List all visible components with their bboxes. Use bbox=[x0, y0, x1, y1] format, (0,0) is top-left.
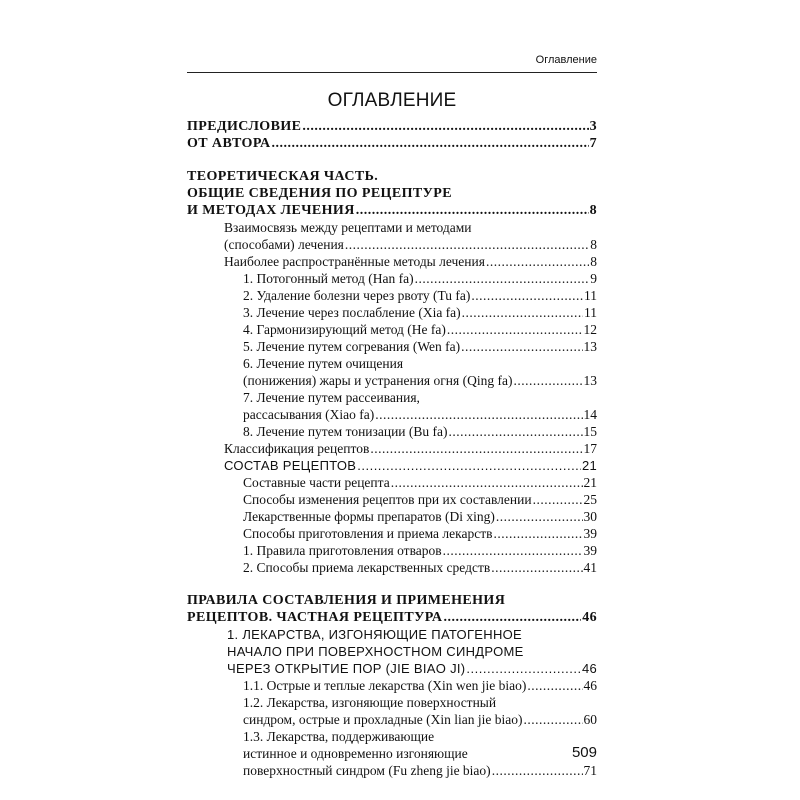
toc-entry-label: ОТ АВТОРА bbox=[187, 136, 271, 151]
toc-entry-relation[interactable] bbox=[187, 236, 597, 253]
toc-entry-subitem[interactable] bbox=[187, 762, 597, 779]
leader-dots bbox=[391, 474, 583, 491]
toc-entry-composition-item[interactable] bbox=[187, 474, 597, 491]
spacer bbox=[187, 152, 597, 168]
toc-page-number: 11 bbox=[584, 288, 597, 303]
toc-page-number: 13 bbox=[583, 339, 597, 354]
toc-entry-label: 1.1. Острые и теплые лекарства (Xin wen jie biao) bbox=[243, 678, 527, 693]
toc-page-number: 11 bbox=[584, 305, 597, 320]
toc-page-number: 9 bbox=[590, 271, 597, 286]
toc-entry-classification[interactable] bbox=[187, 440, 597, 457]
toc-entry-label: Лекарственные формы препаратов (Di xing) bbox=[243, 509, 495, 524]
toc-entry-method[interactable] bbox=[187, 423, 597, 440]
toc-entry-label: 2. Способы приема лекарственных средств bbox=[243, 560, 491, 575]
toc-page-number: 8 bbox=[590, 254, 597, 269]
page-number: 509 bbox=[571, 744, 597, 761]
toc-entry-text: НАЧАЛО ПРИ ПОВЕРХНОСТНОМ СИНДРОМЕ bbox=[227, 644, 524, 659]
toc-entry-label: Составные части рецепта bbox=[243, 475, 390, 490]
toc-entry-label: Способы приготовления и приема лекарств bbox=[243, 526, 493, 541]
toc-entry-label: 1. Правила приготовления отваров bbox=[243, 543, 442, 558]
toc-entry-text: 7. Лечение путем рассеивания, bbox=[243, 390, 420, 405]
toc-page-number: 46 bbox=[581, 661, 597, 676]
toc-entry-composition-item[interactable] bbox=[187, 559, 597, 576]
toc-page-number: 8 bbox=[590, 237, 597, 252]
spacer bbox=[187, 576, 597, 592]
toc-entry-section1[interactable] bbox=[187, 660, 597, 677]
toc-entry-label: 5. Лечение путем согревания (Wen fa) bbox=[243, 339, 461, 354]
leader-dots bbox=[513, 372, 582, 389]
leader-dots bbox=[486, 253, 589, 270]
toc-entry-text: 6. Лечение путем очищения bbox=[243, 356, 404, 371]
leader-dots bbox=[443, 542, 583, 559]
toc-page-number: 13 bbox=[583, 373, 597, 388]
toc-page-number: 71 bbox=[583, 763, 597, 778]
leader-dots bbox=[272, 135, 589, 152]
leader-dots bbox=[357, 457, 581, 474]
leader-dots bbox=[491, 559, 582, 576]
leader-dots bbox=[533, 491, 583, 508]
toc-entry-composition[interactable] bbox=[187, 457, 597, 474]
toc-entry-label: И МЕТОДАХ ЛЕЧЕНИЯ bbox=[187, 203, 355, 218]
toc-entry-label: (способами) лечения bbox=[224, 237, 344, 252]
toc-entry-text: 1.3. Лекарства, поддерживающие bbox=[243, 729, 435, 744]
toc-page-number: 12 bbox=[583, 322, 597, 337]
toc-page-number: 30 bbox=[583, 509, 597, 524]
toc-entry-text: Взаимосвязь между рецептами и методами bbox=[224, 220, 472, 235]
leader-dots bbox=[493, 525, 582, 542]
leader-dots bbox=[443, 609, 581, 626]
toc-entry-composition-item[interactable] bbox=[187, 542, 597, 559]
toc-page-number: 14 bbox=[583, 407, 597, 422]
table-of-contents bbox=[187, 118, 597, 779]
toc-section-heading: ПРАВИЛА СОСТАВЛЕНИЯ И ПРИМЕНЕНИЯ bbox=[187, 593, 506, 608]
running-head: Оглавление bbox=[187, 52, 597, 73]
toc-page-number: 25 bbox=[583, 492, 597, 507]
leader-dots bbox=[524, 711, 583, 728]
toc-entry-text: 1.2. Лекарства, изгоняющие поверхностный bbox=[243, 695, 497, 710]
toc-entry-label: (понижения) жары и устранения огня (Qing fa) bbox=[243, 373, 513, 388]
toc-entry-label: Способы изменения рецептов при их составлении bbox=[243, 492, 532, 507]
toc-entry-label: синдром, острые и прохладные (Xin lian jie biao) bbox=[243, 712, 523, 727]
toc-entry-composition-item[interactable] bbox=[187, 491, 597, 508]
toc-entry-label: рассасывания (Xiao fa) bbox=[243, 407, 375, 422]
toc-page-number: 39 bbox=[583, 543, 597, 558]
toc-entry-composition-item[interactable] bbox=[187, 508, 597, 525]
toc-entry-label: РЕЦЕПТОВ. ЧАСТНАЯ РЕЦЕПТУРА bbox=[187, 610, 443, 625]
toc-page-number: 21 bbox=[581, 458, 597, 473]
leader-dots bbox=[496, 508, 583, 525]
toc-entry-label: 8. Лечение путем тонизации (Bu fa) bbox=[243, 424, 448, 439]
toc-entry-label: 1. Потогонный метод (Han fa) bbox=[243, 271, 414, 286]
leader-dots bbox=[302, 118, 588, 135]
toc-entry-label: ПРЕДИСЛОВИЕ bbox=[187, 119, 302, 134]
leader-dots bbox=[492, 762, 583, 779]
leader-dots bbox=[462, 304, 583, 321]
toc-page-number: 39 bbox=[583, 526, 597, 541]
toc-section-heading: ОБЩИЕ СВЕДЕНИЯ ПО РЕЦЕПТУРЕ bbox=[187, 186, 452, 201]
leader-dots bbox=[370, 440, 582, 457]
toc-page-number: 21 bbox=[583, 475, 597, 490]
leader-dots bbox=[466, 660, 581, 677]
toc-entry-text: истинное и одновременно изгоняющие bbox=[243, 746, 468, 761]
toc-page-number: 8 bbox=[589, 203, 597, 218]
toc-entry-label: поверхностный синдром (Fu zheng jie biao) bbox=[243, 763, 491, 778]
toc-entry-rules[interactable] bbox=[187, 609, 597, 626]
toc-section-heading: ТЕОРЕТИЧЕСКАЯ ЧАСТЬ. bbox=[187, 169, 379, 184]
leader-dots bbox=[345, 236, 589, 253]
toc-entry-subitem[interactable] bbox=[187, 711, 597, 728]
leader-dots bbox=[415, 270, 590, 287]
page-title: ОГЛАВЛЕНИЕ bbox=[327, 90, 457, 111]
leader-dots bbox=[527, 677, 582, 694]
toc-page-number: 41 bbox=[583, 560, 597, 575]
toc-entry-label: Наиболее распространённые методы лечения bbox=[224, 254, 485, 269]
leader-dots bbox=[375, 406, 582, 423]
toc-entry-common-methods[interactable] bbox=[187, 253, 597, 270]
leader-dots bbox=[461, 338, 582, 355]
toc-entry-label: ЧЕРЕЗ ОТКРЫТИЕ ПОР (JIE BIAO JI) bbox=[227, 661, 466, 676]
toc-entry-label: 3. Лечение через послабление (Xia fa) bbox=[243, 305, 461, 320]
toc-page-number: 3 bbox=[589, 119, 597, 134]
toc-page-number: 60 bbox=[583, 712, 597, 727]
toc-entry-method[interactable] bbox=[187, 304, 597, 321]
toc-entry-text: 1. ЛЕКАРСТВА, ИЗГОНЯЮЩИЕ ПАТОГЕННОЕ bbox=[227, 627, 523, 642]
toc-entry-method[interactable] bbox=[187, 372, 597, 389]
toc-entry-label: Классификация рецептов bbox=[224, 441, 370, 456]
toc-entry-theory[interactable] bbox=[187, 202, 597, 219]
toc-entry-method[interactable] bbox=[187, 321, 597, 338]
leader-dots bbox=[356, 202, 589, 219]
toc-entry-subitem[interactable] bbox=[187, 677, 597, 694]
toc-page-number: 7 bbox=[589, 136, 597, 151]
toc-entry-from-author[interactable] bbox=[187, 135, 597, 152]
toc-page-number: 17 bbox=[583, 441, 597, 456]
toc-entry-method[interactable] bbox=[187, 270, 597, 287]
toc-page-number: 46 bbox=[582, 610, 597, 625]
leader-dots bbox=[471, 287, 583, 304]
toc-entry-label: 2. Удаление болезни через рвоту (Tu fa) bbox=[243, 288, 471, 303]
toc-entry-method[interactable] bbox=[187, 287, 597, 304]
toc-entry-method[interactable] bbox=[187, 338, 597, 355]
toc-entry-label: СОСТАВ РЕЦЕПТОВ bbox=[224, 458, 357, 473]
toc-entry-preface[interactable] bbox=[187, 118, 597, 135]
toc-entry-composition-item[interactable] bbox=[187, 525, 597, 542]
toc-page-number: 46 bbox=[583, 678, 597, 693]
toc-page-number: 15 bbox=[583, 424, 597, 439]
leader-dots bbox=[447, 321, 583, 338]
leader-dots bbox=[449, 423, 583, 440]
toc-entry-label: 4. Гармонизирующий метод (He fa) bbox=[243, 322, 446, 337]
toc-entry-method[interactable] bbox=[187, 406, 597, 423]
